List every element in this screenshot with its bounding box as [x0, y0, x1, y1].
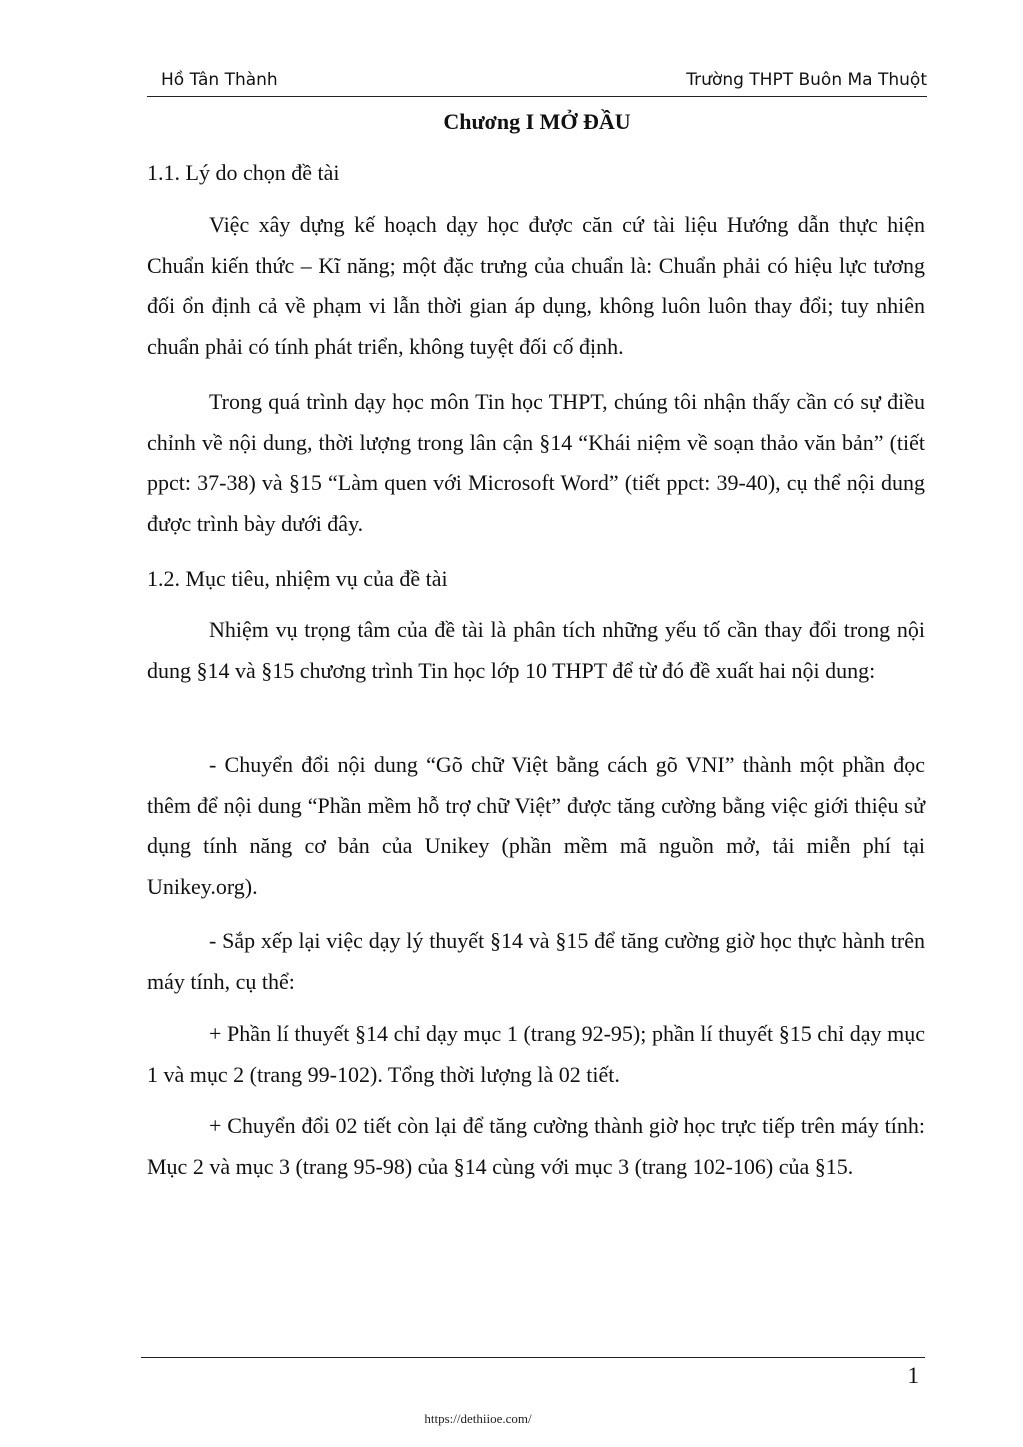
header-school: Trường THPT Buôn Ma Thuột: [686, 70, 927, 90]
paragraph: Việc xây dựng kế hoạch dạy học được căn cứ tài liệu Hướng dẫn thực hiện Chuẩn kiến thức – Kĩ năng; một đặc trưng của chuẩn là: Chuẩn phải có hiệu lực tương đối ổn định cả về phạm vi lẫn thời gian áp dụng, không luôn luôn thay đổi; tuy nhiên chuẩn phải có tính phát triển, không tuyệt đối cố định.: [147, 212, 925, 359]
header-author: Hồ Tân Thành: [161, 70, 278, 90]
paragraph: - Sắp xếp lại việc dạy lý thuyết §14 và §15 để tăng cường giờ học thực hành trên máy tính, cụ thể:: [147, 928, 925, 994]
paragraph: + Chuyển đổi 02 tiết còn lại để tăng cường thành giờ học trực tiếp trên máy tính: Mục 2 và mục 3 (trang 95-98) của §14 cùng với mục 3 (trang 102-106) của §15.: [147, 1113, 925, 1179]
paragraph: Trong quá trình dạy học môn Tin học THPT, chúng tôi nhận thấy cần có sự điều chỉnh về nội dung, thời lượng trong lân cận §14 “Khái niệm về soạn thảo văn bản” (tiết ppct: 37-38) và §15 “Làm quen với Microsoft Word” (tiết ppct: 39-40), cụ thể nội dung được trình bày dưới đây.: [147, 389, 925, 536]
paragraph: + Phần lí thuyết §14 chỉ dạy mục 1 (trang 92-95); phần lí thuyết §15 chỉ dạy mục 1 và mục 2 (trang 99-102). Tổng thời lượng là 02 tiết.: [147, 1021, 925, 1087]
section-heading-1-2: 1.2. Mục tiêu, nhiệm vụ của đề tài: [147, 566, 448, 591]
section-heading-1-1: 1.1. Lý do chọn đề tài: [147, 160, 340, 185]
chapter-title: Chương I MỞ ĐẦU: [443, 109, 631, 134]
paragraph: Nhiệm vụ trọng tâm của đề tài là phân tích những yếu tố cần thay đổi trong nội dung §14 và §15 chương trình Tin học lớp 10 THPT để từ đó đề xuất hai nội dung:: [147, 617, 925, 683]
footer-rule: [141, 1357, 925, 1358]
page-number: 1: [907, 1363, 919, 1388]
paragraph: - Chuyển đổi nội dung “Gõ chữ Việt bằng cách gõ VNI” thành một phần đọc thêm để nội dung “Phần mềm hỗ trợ chữ Việt” được tăng cường bằng việc giới thiệu sử dụng tính năng cơ bản của Unikey (phần mềm mã nguồn mở, tải miễn phí tại Unikey.org).: [147, 752, 925, 899]
page-header: [147, 66, 927, 97]
source-url: https://dethiioe.com/: [424, 1411, 532, 1426]
